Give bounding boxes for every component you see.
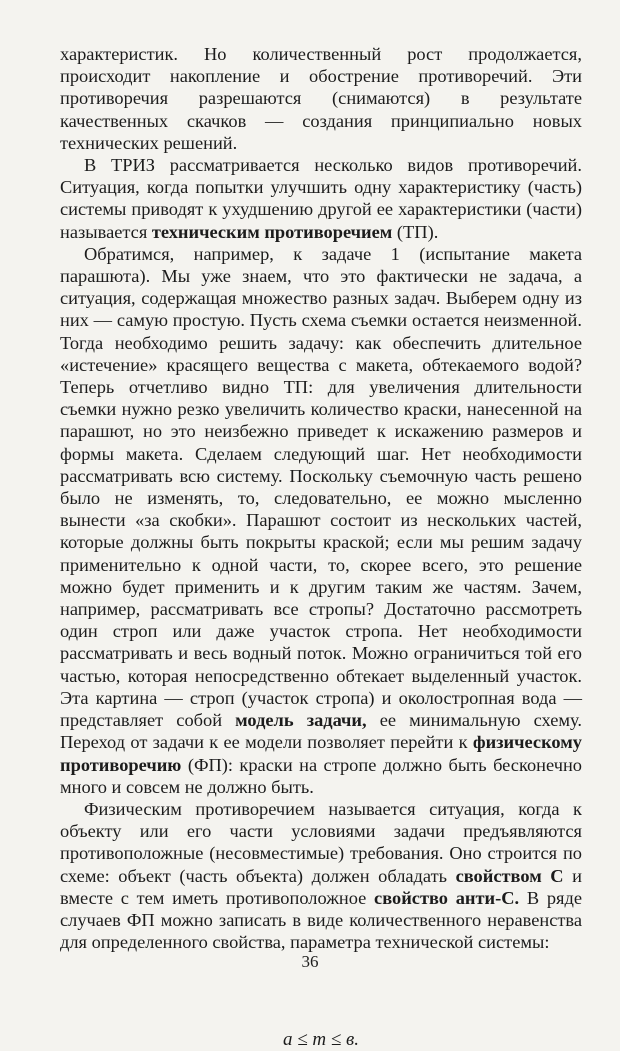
text-run: Физическим противоречием называется ситуация, когда к объекту или его части условиями задачи предъявляются противоположные (несовместимые) требования. Оно строится по схеме: объект (часть объекта) должен обладать bbox=[60, 798, 582, 886]
page-number: 36 bbox=[301, 952, 319, 971]
text-run: В ряде случаев ФП можно записать в виде количественного неравенства для определенного свойства, параметра технической системы: bbox=[60, 887, 582, 953]
paragraph bbox=[60, 43, 582, 154]
bold-term: физическому противоречию bbox=[60, 732, 582, 775]
paragraph bbox=[60, 243, 582, 798]
paragraph bbox=[60, 154, 582, 243]
bold-term: свойством С bbox=[455, 865, 564, 886]
text-run: характеристик. Но количественный рост продолжается, происходит накопление и обострение противоречий. Эти противоречия разрешаются (снимаются) в результате качественных скачков — создания принципиально новых технических решений. bbox=[60, 44, 582, 153]
text-run: (ТП). bbox=[392, 221, 439, 242]
text-run: ее минимальную схему. Переход от задачи к ее модели позволяет перейти к bbox=[60, 710, 583, 753]
text-run: и вместе с тем иметь противоположное bbox=[60, 865, 582, 908]
bold-term: свойство анти-С. bbox=[374, 887, 520, 908]
text-run: В ТРИЗ рассматривается несколько видов противоречий. Ситуация, когда попытки улучшить одну характеристику (часть) системы приводят к ухудшению другой ее характеристики (части) называется bbox=[60, 155, 582, 242]
paragraph bbox=[60, 798, 582, 953]
text-run: Обратимся, например, к задаче 1 (испытание макета парашюта). Мы уже знаем, что это фактически не задача, а ситуация, содержащая множество разных задач. Выберем одну из них — самую простую. Пусть схема съемки остается неизменной. Тогда необходимо решить задачу: как обеспечить длительное «истечение» красящего вещества с макета, обтекаемого водой? Теперь отчетливо видно ТП: для увеличения длительности съемки нужно резко увеличить количество краски, нанесенной на парашют, но это неизбежно приведет к искажению размеров и формы макета. Сделаем следующий шаг. Нет необходимости рассматривать всю систему. Поскольку съемочную часть решено было не изменять, то, следовательно, ее можно мысленно вынести «за скобки». Парашют состоит из нескольких частей, которые должны быть покрыты краской; если мы решим задачу применительно к одной части, то, скорее всего, это решение можно будет применить и к другим таким же частям. Зачем, например, рассматривать все стропы? Достаточно рассмотреть один строп или даже участок стропа. Нет необходимости рассматривать и весь водный поток. Можно ограничиться той его частью, которая непосредственно обтекает выделенный участок. Эта картина — строп (участок стропа) и околостропная вода — представляет собой bbox=[60, 243, 582, 731]
text-run: (ФП): краски на стропе должно быть бесконечно много и совсем не должно быть. bbox=[60, 754, 582, 797]
body-text bbox=[60, 43, 582, 953]
bold-term: модель задачи, bbox=[235, 710, 367, 731]
bold-term: техническим противоречием bbox=[151, 221, 393, 242]
inequality-formula: a ≤ m ≤ в. bbox=[282, 1029, 360, 1051]
